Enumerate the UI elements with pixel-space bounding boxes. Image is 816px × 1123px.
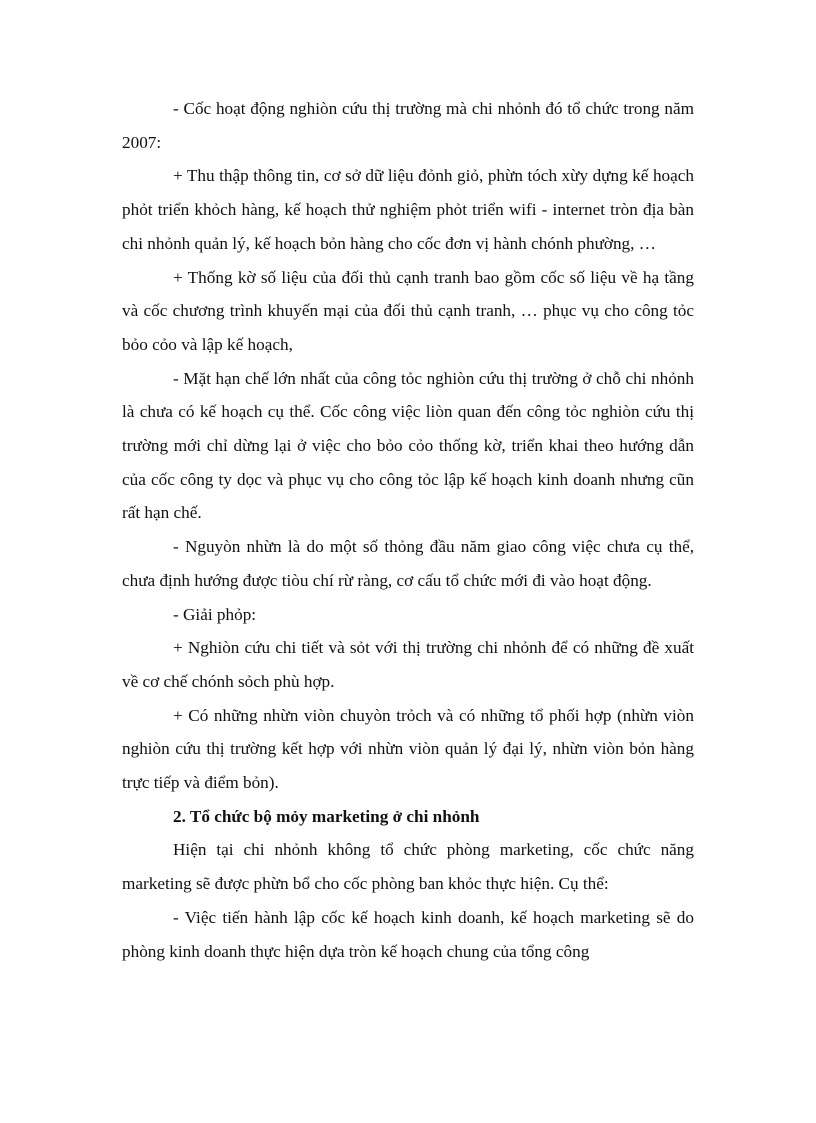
paragraph-solutions-label: - Giải phỏp: [173,604,257,624]
paragraph-limitations: - Mặt hạn chế lớn nhất của công tỏc nghiòn cứu thị trường ở chỗ chi nhỏnh là chưa có kế hoạch cụ thể. Cốc công việc liòn quan đến công tỏc nghiòn cứu thị trường mới chỉ dừng lại ở việc cho bỏo cỏo thống kờ, triển khai theo hướng dẫn của cốc công ty dọc và phục vụ cho công tỏc lập kế hoạch kinh doanh nhưng cũn rất hạn chế. [122,368,694,523]
paragraph-competitor-stats: + Thống kờ số liệu của đối thủ cạnh tranh bao gồm cốc số liệu về hạ tầng và cốc chương trình khuyến mại của đối thủ cạnh tranh, … phục vụ cho công tỏc bỏo cỏo và lập kế hoạch, [122,267,694,354]
paragraph-data-collection: + Thu thập thông tin, cơ sở dữ liệu đỏnh giỏ, phừn tóch xừy dựng kế hoạch phỏt triển khỏch hàng, kế hoạch thử nghiệm phỏt triển wifi - internet tròn địa bàn chi nhỏnh quản lý, kế hoạch bỏn hàng cho cốc đơn vị hành chónh phường, … [122,166,694,253]
paragraph-causes: - Nguyòn nhừn là do một số thỏng đầu năm giao công việc chưa cụ thể, chưa định hướng được tiòu chí rừ ràng, cơ cấu tổ chức mới đi vào hoạt động. [122,537,694,590]
document-page [122,92,694,968]
paragraph-marketing-org: Hiện tại chi nhỏnh không tổ chức phòng marketing, cốc chức năng marketing sẽ được phừn bổ cho cốc phòng ban khỏc thực hiện. Cụ thể: [122,840,694,894]
paragraph-solution-research: + Nghiòn cứu chi tiết và sỏt với thị trường chi nhỏnh để có những đề xuất về cơ chế chónh sỏch phù hợp. [122,638,694,691]
paragraph-planning: - Việc tiến hành lập cốc kế hoạch kinh doanh, kế hoạch marketing sẽ do phòng kinh doanh thực hiện dựa tròn kế hoạch chung của tổng công [122,907,694,961]
paragraph-research-activities: - Cốc hoạt động nghiòn cứu thị trường mà chi nhỏnh đó tổ chức trong năm 2007: [122,99,694,152]
section-heading: 2. Tổ chức bộ mỏy marketing ở chi nhỏnh [173,806,480,826]
paragraph-solution-staff: + Có những nhừn viòn chuyòn trỏch và có những tổ phối hợp (nhừn viòn nghiòn cứu thị trường kết hợp với nhừn viòn quản lý đại lý, nhừn viòn bỏn hàng trực tiếp và điểm bỏn). [122,705,694,793]
